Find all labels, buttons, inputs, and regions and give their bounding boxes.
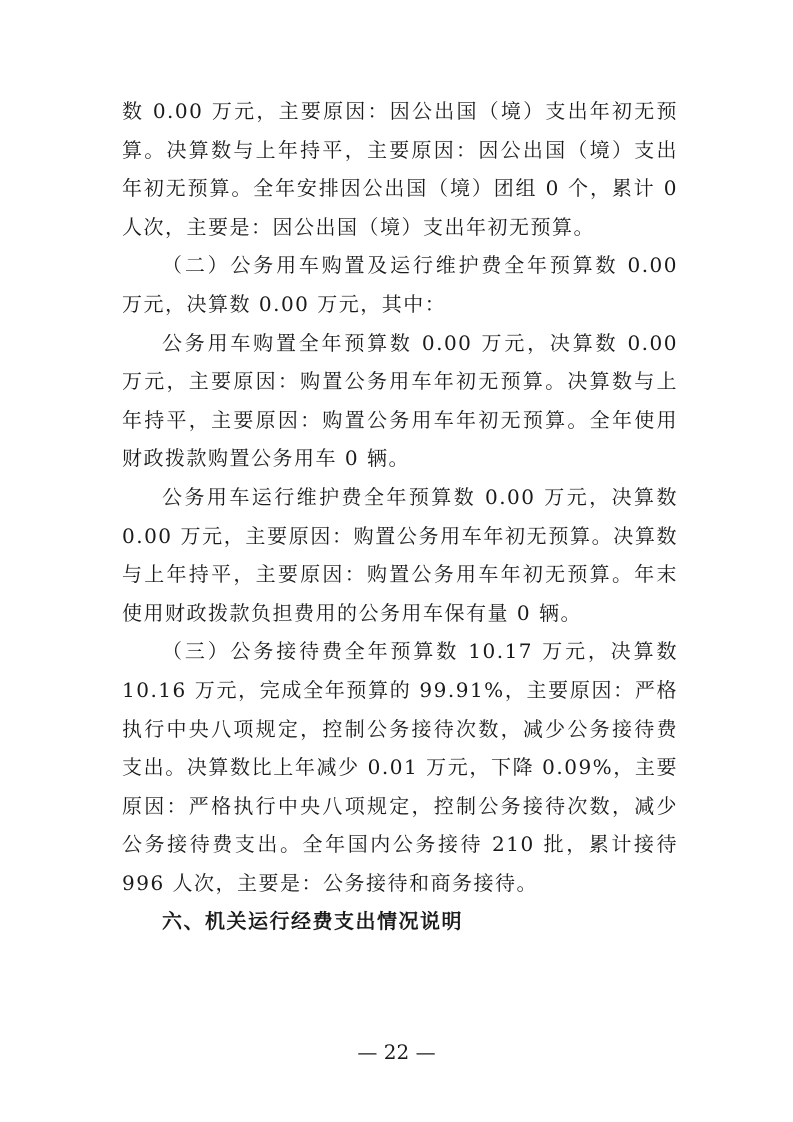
page-number: — 22 —: [357, 1040, 436, 1064]
document-body: [122, 92, 678, 941]
section-heading: 六、机关运行经费支出情况说明: [162, 909, 463, 934]
paragraph-reception-expense: （三）公务接待费全年预算数 10.17 万元，决算数 10.16 万元，完成全年预算的 99.91%，主要原因：严格执行中央八项规定，控制公务接待次数，减少公务接待费支出。决算数比上年减少 0.01 万元，下降 0.09%，主要原因：严格执行中央八项规定，控制公务接待次数，减少公务接待费支出。全年国内公务接待 210 批，累计接待 996 人次，主要是：公务接待和商务接待。: [122, 639, 678, 895]
paragraph-overseas-travel: 数 0.00 万元，主要原因：因公出国（境）支出年初无预算。决算数与上年持平，主要原因：因公出国（境）支出年初无预算。全年安排因公出国（境）团组 0 个，累计 0 人次，主要是：因公出国（境）支出年初无预算。: [122, 99, 678, 239]
paragraph-vehicle-maintenance: 公务用车运行维护费全年预算数 0.00 万元，决算数 0.00 万元，主要原因：购置公务用车年初无预算。决算数与上年持平，主要原因：购置公务用车年初无预算。年末使用财政拨款负担费用的公务用车保有量 0 辆。: [122, 484, 678, 625]
paragraph-vehicle-section: （二）公务用车购置及运行维护费全年预算数 0.00 万元，决算数 0.00 万元，其中：: [122, 253, 678, 316]
paragraph-vehicle-purchase: 公务用车购置全年预算数 0.00 万元，决算数 0.00 万元，主要原因：购置公务用车年初无预算。决算数与上年持平，主要原因：购置公务用车年初无预算。全年使用财政拨款购置公务用车 0 辆。: [122, 330, 678, 471]
